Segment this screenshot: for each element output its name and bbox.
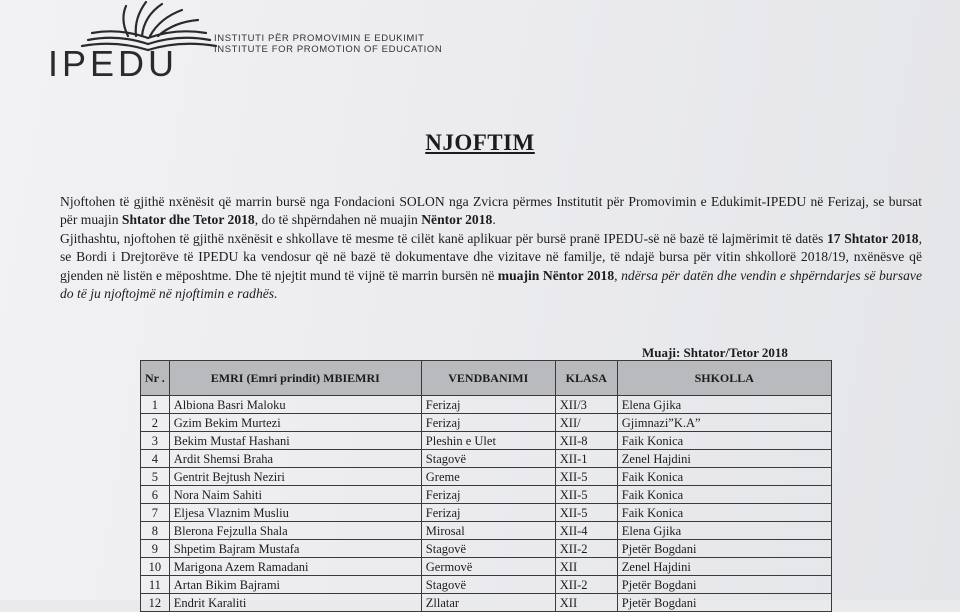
header-name: EMRI (Emri prindit) MBIEMRI bbox=[169, 361, 421, 396]
cell-school: Elena Gjika bbox=[617, 396, 831, 414]
cell-nr: 7 bbox=[141, 504, 170, 522]
cell-name: Gzim Bekim Murtezi bbox=[169, 414, 421, 432]
cell-school: Zenel Hajdini bbox=[617, 450, 831, 468]
cell-name: Marigona Azem Ramadani bbox=[169, 558, 421, 576]
cell-residence: Mirosal bbox=[421, 522, 555, 540]
cell-class: XII-1 bbox=[555, 450, 617, 468]
cell-residence: Ferizaj bbox=[421, 486, 555, 504]
cell-name: Ardit Shemsi Braha bbox=[169, 450, 421, 468]
cell-name: Artan Bikim Bajrami bbox=[169, 576, 421, 594]
logo-wordmark: IPEDU bbox=[48, 43, 179, 84]
cell-name: Bekim Mustaf Hashani bbox=[169, 432, 421, 450]
cell-school: Faik Konica bbox=[617, 432, 831, 450]
cell-residence: Stagovë bbox=[421, 576, 555, 594]
text-run: , do të shpërndahen në muajin bbox=[254, 212, 422, 228]
cell-nr: 1 bbox=[141, 396, 170, 414]
table-row bbox=[141, 486, 832, 504]
bold-run: 17 Shtator 2018 bbox=[826, 230, 919, 246]
text-run: , bbox=[614, 267, 622, 283]
bold-run: Nëntor 2018 bbox=[421, 212, 493, 228]
table-row bbox=[141, 504, 832, 522]
cell-residence: Ferizaj bbox=[421, 504, 555, 522]
cell-nr: 9 bbox=[141, 540, 170, 558]
cell-class: XII-4 bbox=[555, 522, 617, 540]
italic-run: ndërsa për datën dhe vendin e shpërndarjes së bursave do të ju njoftojmë në njoftimin e radhës. bbox=[60, 267, 923, 302]
cell-nr: 2 bbox=[141, 414, 170, 432]
cell-school: Zenel Hajdini bbox=[617, 558, 831, 576]
document-title: NJOFTIM bbox=[425, 130, 535, 155]
cell-class: XII bbox=[555, 594, 617, 612]
table-header-row bbox=[141, 361, 832, 396]
cell-class: XII-5 bbox=[555, 486, 617, 504]
header-class: KLASA bbox=[555, 361, 617, 396]
cell-school: Faik Konica bbox=[617, 504, 831, 522]
table-body bbox=[141, 396, 832, 612]
header-nr: Nr . bbox=[141, 361, 170, 396]
cell-school: Faik Konica bbox=[617, 486, 831, 504]
cell-nr: 8 bbox=[141, 522, 170, 540]
cell-residence: Pleshin e Ulet bbox=[421, 432, 555, 450]
text-run: , se Bordi i Drejtorëve të IPEDU ka vendosur që në bazë të dokumentave dhe vizitave në familje, të ndajë bursa për vitin shkollorë 2018/19, nxënësve që gjenden në listën e mëposhtme. Dhe të njejtit mund të vijnë të marrin bursën në bbox=[60, 230, 922, 283]
cell-name: Eljesa Vlaznim Musliu bbox=[169, 504, 421, 522]
cell-name: Endrit Karaliti bbox=[169, 594, 421, 612]
org-name-english: INSTITUTE FOR PROMOTION OF EDUCATION bbox=[214, 44, 443, 55]
cell-residence: Ferizaj bbox=[421, 396, 555, 414]
cell-residence: Ferizaj bbox=[421, 414, 555, 432]
table-row bbox=[141, 594, 832, 612]
cell-class: XII bbox=[555, 558, 617, 576]
table-row bbox=[141, 450, 832, 468]
ipedu-logo bbox=[40, 0, 220, 84]
cell-class: XII-5 bbox=[555, 468, 617, 486]
cell-name: Blerona Fejzulla Shala bbox=[169, 522, 421, 540]
table-row bbox=[141, 522, 832, 540]
cell-name: Shpetim Bajram Mustafa bbox=[169, 540, 421, 558]
cell-nr: 10 bbox=[141, 558, 170, 576]
cell-school: Pjetër Bogdani bbox=[617, 576, 831, 594]
table-row bbox=[141, 540, 832, 558]
month-label: Muaji: Shtator/Tetor 2018 bbox=[642, 345, 788, 360]
cell-nr: 3 bbox=[141, 432, 170, 450]
cell-nr: 4 bbox=[141, 450, 170, 468]
bold-run: muajin Nëntor 2018 bbox=[497, 267, 615, 283]
cell-class: XII-2 bbox=[555, 576, 617, 594]
cell-name: Gentrit Bejtush Neziri bbox=[169, 468, 421, 486]
cell-class: XII-2 bbox=[555, 540, 617, 558]
org-name-albanian: INSTITUTI PËR PROMOVIMIN E EDUKIMIT bbox=[214, 33, 425, 44]
table-row bbox=[141, 468, 832, 486]
organization-name bbox=[214, 33, 442, 55]
text-run: Gjithashtu, njoftohen të gjithë nxënësit e shkollave të mesme të cilët kanë aplikuar për bursë pranë IPEDU-së në bazë të lajmërimit të datës bbox=[60, 230, 827, 246]
table-row bbox=[141, 576, 832, 594]
table-row bbox=[141, 558, 832, 576]
cell-school: Gjimnazi”K.A” bbox=[617, 414, 831, 432]
students-table bbox=[140, 360, 832, 612]
paragraph-payment-notice bbox=[60, 193, 922, 230]
cell-name: Albiona Basri Maloku bbox=[169, 396, 421, 414]
cell-school: Pjetër Bogdani bbox=[617, 540, 831, 558]
cell-residence: Zllatar bbox=[421, 594, 555, 612]
bold-run: Shtator dhe Tetor 2018 bbox=[121, 212, 255, 228]
cell-nr: 12 bbox=[141, 594, 170, 612]
table-row bbox=[141, 432, 832, 450]
cell-nr: 11 bbox=[141, 576, 170, 594]
cell-class: XII-5 bbox=[555, 504, 617, 522]
paragraph-new-scholarships bbox=[60, 230, 922, 304]
cell-class: XII/3 bbox=[555, 396, 617, 414]
cell-school: Elena Gjika bbox=[617, 522, 831, 540]
header-school: SHKOLLA bbox=[617, 361, 831, 396]
text-run: Njoftohen të gjithë nxënësit që marrin bursë nga Fondacioni SOLON nga Zvicra përmes Institutit për Promovimin e Edukimit-IPEDU në Ferizaj, se bursat për muajin bbox=[60, 194, 922, 228]
cell-nr: 6 bbox=[141, 486, 170, 504]
cell-residence: Germovë bbox=[421, 558, 555, 576]
announcement-body bbox=[60, 193, 922, 303]
cell-class: XII-8 bbox=[555, 432, 617, 450]
cell-residence: Stagovë bbox=[421, 450, 555, 468]
table-row bbox=[141, 414, 832, 432]
cell-nr: 5 bbox=[141, 468, 170, 486]
cell-residence: Stagovë bbox=[421, 540, 555, 558]
cell-name: Nora Naim Sahiti bbox=[169, 486, 421, 504]
cell-school: Pjetër Bogdani bbox=[617, 594, 831, 612]
text-run: . bbox=[492, 212, 496, 228]
table-row bbox=[141, 396, 832, 414]
cell-school: Faik Konica bbox=[617, 468, 831, 486]
cell-residence: Greme bbox=[421, 468, 555, 486]
header-residence: VENDBANIMI bbox=[421, 361, 555, 396]
cell-class: XII/ bbox=[555, 414, 617, 432]
